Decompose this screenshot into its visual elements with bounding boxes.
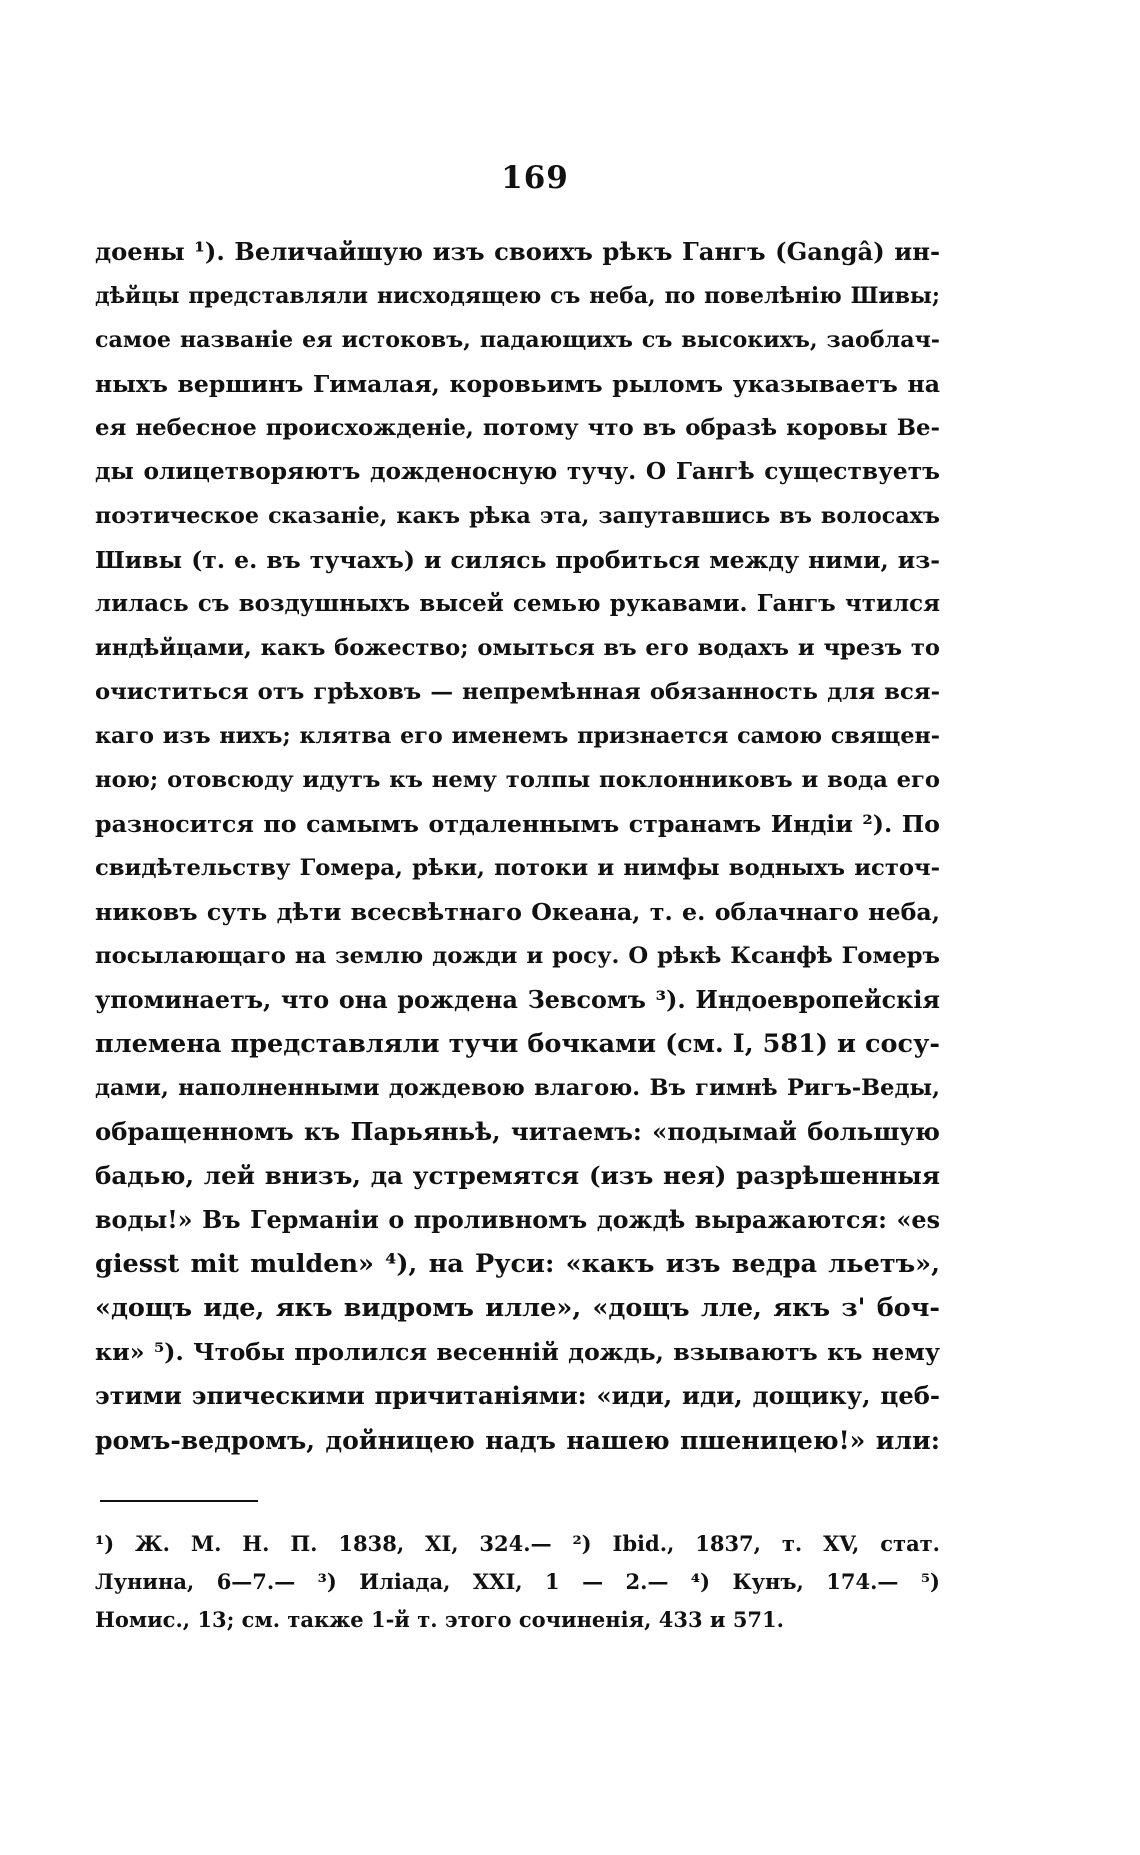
text-line: ея небесное происхожденіе, потому что въ образѣ коровы Ве- bbox=[95, 415, 940, 441]
text-line: ромъ-ведромъ, дойницею надъ нашею пшеницею!» или: bbox=[95, 1425, 940, 1455]
text-line: каго изъ нихъ; клятва его именемъ признается самою священ- bbox=[95, 723, 940, 749]
footnote-divider bbox=[100, 1500, 258, 1502]
text-line: воды!» Въ Германіи о проливномъ дождѣ выражаются: «es bbox=[95, 1206, 940, 1234]
footnote-line: Лунина, 6—7.— ³) Иліада, XXI, 1 — 2.— ⁴) Кунъ, 174.— ⁵) bbox=[95, 1569, 940, 1594]
text-line: ки» ⁵). Чтобы пролился весенній дождь, взываютъ къ нему bbox=[95, 1338, 940, 1366]
text-line: доены ¹). Величайшую изъ своихъ рѣкъ Гангъ (Gangâ) ин- bbox=[95, 237, 940, 266]
page-number: 169 bbox=[501, 160, 569, 196]
text-line: ды олицетворяютъ дожденосную тучу. О Гангѣ существуетъ bbox=[95, 458, 940, 485]
text-line: ныхъ вершинъ Гималая, коровьимъ рыломъ указываетъ на bbox=[95, 370, 940, 398]
body-text bbox=[95, 230, 940, 1462]
text-line: очиститься отъ грѣховъ — непремѣнная обязанность для вся- bbox=[95, 679, 940, 705]
text-line: обращенномъ къ Парьяньѣ, читаемъ: «подымай большую bbox=[95, 1117, 940, 1146]
text-line: giesst mit mulden» ⁴), на Руси: «какъ изъ ведра льетъ», bbox=[95, 1249, 940, 1279]
text-line: никовъ суть дѣти всесвѣтнаго Океана, т. е. облачнаго неба, bbox=[95, 898, 940, 926]
text-line: посылающаго на землю дожди и росу. О рѣкѣ Ксанфѣ Гомеръ bbox=[95, 943, 940, 969]
text-line: Шивы (т. е. въ тучахъ) и силясь пробиться между ними, из- bbox=[95, 546, 940, 574]
text-line: этими эпическими причитаніями: «иди, иди, дощику, цеб- bbox=[95, 1381, 940, 1410]
footnotes bbox=[95, 1525, 940, 1639]
text-line: дами, наполненными дождевою влагою. Въ гимнѣ Ригъ-Веды, bbox=[95, 1075, 940, 1101]
text-line: упоминаетъ, что она рождена Зевсомъ ³). Индоевропейскія bbox=[95, 986, 940, 1014]
text-line: дѣйцы представляли нисходящею съ неба, по повелѣнію Шивы; bbox=[95, 283, 940, 309]
text-line: бадью, лей внизъ, да устремятся (изъ нея) разрѣшенныя bbox=[95, 1161, 940, 1190]
text-line: племена представляли тучи бочками (см. I, 581) и сосу- bbox=[95, 1029, 940, 1059]
text-line: самое названіе ея истоковъ, падающихъ съ высокихъ, заоблач- bbox=[95, 327, 940, 353]
text-line: лилась съ воздушныхъ высей семью рукавами. Гангъ чтился bbox=[95, 590, 940, 617]
text-line: поэтическое сказаніе, какъ рѣка эта, запутавшись въ волосахъ bbox=[95, 503, 940, 529]
text-line: «дощъ иде, якъ видромъ илле», «дощъ лле, якъ з' боч- bbox=[95, 1293, 940, 1323]
footnote-line: ¹) Ж. М. Н. П. 1838, XI, 324.— ²) Ibid., 1837, т. XV, стат. bbox=[95, 1531, 940, 1556]
text-line: индѣйцами, какъ божество; омыться въ его водахъ и чрезъ то bbox=[95, 635, 940, 661]
text-line: разносится по самымъ отдаленнымъ странамъ Индіи ²). По bbox=[95, 810, 940, 838]
text-line: свидѣтельству Гомера, рѣки, потоки и нимфы водныхъ источ- bbox=[95, 855, 940, 881]
text-line: ною; отовсюду идутъ къ нему толпы поклонниковъ и вода его bbox=[95, 767, 940, 793]
footnote-line: Номис., 13; см. также 1-й т. этого сочиненія, 433 и 571. bbox=[95, 1607, 784, 1632]
